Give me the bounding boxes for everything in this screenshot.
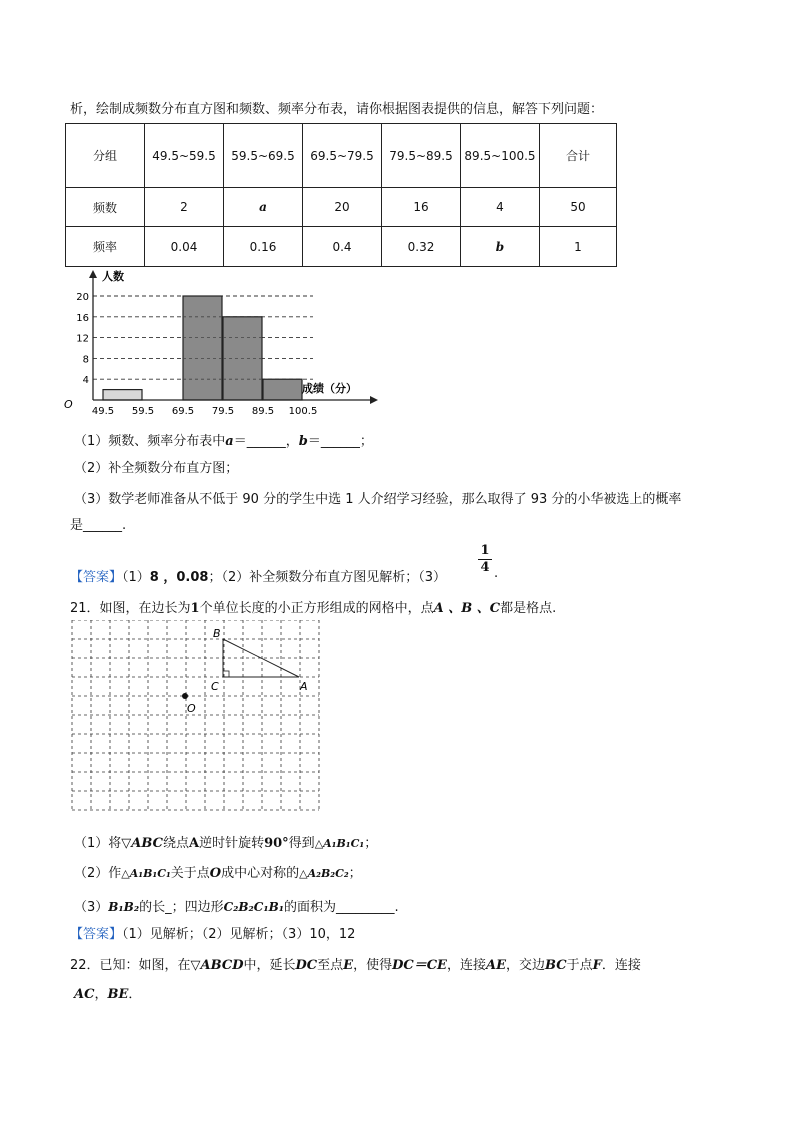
q22-line2: AC，BE． xyxy=(74,987,142,1002)
table-row-header: 频数 xyxy=(66,188,145,227)
histogram-bar xyxy=(263,379,302,400)
table-row xyxy=(66,124,617,188)
x-tick-label: 89.5 xyxy=(251,406,275,417)
q21-answer: 【答案】（1）见解析；（2）见解析；（3）10，12 xyxy=(70,927,356,942)
table-row-header: 频率 xyxy=(66,227,145,267)
q20-answer-end: . xyxy=(494,566,499,581)
table-cell: 16 xyxy=(382,188,461,227)
x-tick-label: 69.5 xyxy=(171,406,195,417)
label-b: B xyxy=(213,627,221,640)
histogram-bar xyxy=(183,296,222,400)
table-cell: b xyxy=(461,227,540,267)
table-cell: 49.5~59.5 xyxy=(145,124,224,188)
intro-text: 析，绘制成频数分布直方图和频数、频率分布表，请你根据图表提供的信息，解答下列问题： xyxy=(70,102,604,117)
x-tick-label: 49.5 xyxy=(91,406,115,417)
origin-label: O xyxy=(64,398,73,411)
x-axis-label: 成绩（分） xyxy=(302,382,357,395)
x-axis-arrow-icon xyxy=(370,396,378,404)
histogram-chart xyxy=(60,266,390,418)
table-cell: 1 xyxy=(540,227,617,267)
label-c: C xyxy=(211,680,219,693)
x-tick-label: 79.5 xyxy=(211,406,235,417)
answer-tag: 【答案】 xyxy=(70,570,123,585)
q20-part2: （2）补全频数分布直方图； xyxy=(74,461,239,476)
q21-stem: 21．如图，在边长为1个单位长度的小正方形组成的网格中，点A 、B 、C都是格点. xyxy=(70,601,557,616)
frequency-table xyxy=(65,123,617,267)
x-tick-labels xyxy=(92,406,317,417)
table-cell: 0.04 xyxy=(145,227,224,267)
point-o xyxy=(182,693,188,699)
table-row xyxy=(66,227,617,267)
histogram-bars xyxy=(103,296,302,400)
table-cell: a xyxy=(224,188,303,227)
table-cell: 0.16 xyxy=(224,227,303,267)
x-tick-label: 100.5 xyxy=(288,406,318,417)
table-cell: 59.5~69.5 xyxy=(224,124,303,188)
table-row-header: 分组 xyxy=(66,124,145,188)
q20-part3-cont: 是______. xyxy=(70,518,127,533)
q20-part1: （1）频数、频率分布表中a＝______，b＝______； xyxy=(74,434,373,449)
y-tick-label: 4 xyxy=(82,375,89,387)
table-cell: 79.5~89.5 xyxy=(382,124,461,188)
y-tick-label: 12 xyxy=(76,333,89,345)
table-cell: 4 xyxy=(461,188,540,227)
label-a: A xyxy=(300,680,308,693)
q21-part3: （3）B₁B₂的长_；四边形C₂B₂C₁B₁的面积为_________. xyxy=(74,900,399,915)
table-cell: 20 xyxy=(303,188,382,227)
table-cell: 50 xyxy=(540,188,617,227)
q20-answer-fraction: 1 4 xyxy=(478,543,492,576)
q21-part2: （2）作△A₁B₁C₁关于点O成中心对称的△A₂B₂C₂； xyxy=(74,866,362,881)
table-cell: 89.5~100.5 xyxy=(461,124,540,188)
y-tick-label: 8 xyxy=(82,354,89,366)
table-cell: 0.4 xyxy=(303,227,382,267)
q20-answer: 【答案】（1）8 ，0.08；（2）补全频数分布直方图见解析；（3） xyxy=(70,570,446,585)
label-o: O xyxy=(187,702,196,715)
y-tick-label: 16 xyxy=(76,312,89,324)
table-cell: 69.5~79.5 xyxy=(303,124,382,188)
grid-lines xyxy=(72,620,319,810)
y-axis-arrow-icon xyxy=(89,270,97,278)
q20-part3: （3）数学老师准备从不低于 90 分的学生中选 1 人介绍学习经验，那么取得了 93 分的小华被选上的概率 xyxy=(74,492,682,507)
y-tick-label: 20 xyxy=(76,292,89,303)
x-tick-label: 59.5 xyxy=(131,406,155,417)
table-cell: 0.32 xyxy=(382,227,461,267)
answer-tag: 【答案】 xyxy=(70,927,123,942)
table-row xyxy=(66,188,617,227)
table-cell: 2 xyxy=(145,188,224,227)
q22-line1: 22．已知：如图，在▽ABCD中，延长DC至点E，使得DC＝CE，连接AE，交边BC于点F．连接 xyxy=(70,958,641,973)
q21-part1: （1）将▽ABC绕点A逆时针旋转90°得到△A₁B₁C₁； xyxy=(74,836,378,851)
y-tick-labels xyxy=(76,292,89,386)
y-axis-label: 人数 xyxy=(102,270,124,283)
table-cell-total: 合计 xyxy=(540,124,617,188)
histogram-bar xyxy=(103,390,142,400)
grid-figure xyxy=(70,620,322,816)
